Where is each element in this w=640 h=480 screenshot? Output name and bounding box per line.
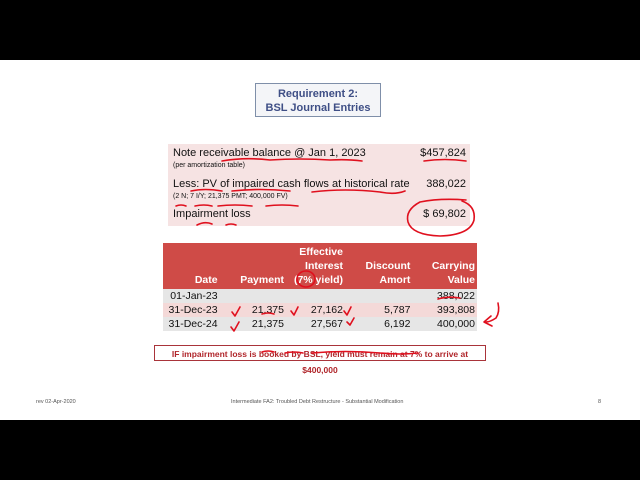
note-balance-label: Note receivable balance @ Jan 1, 2023 (173, 147, 366, 159)
cell-interest: 27,567 (286, 317, 345, 331)
note-balance-subtext: (per amortization table) (173, 162, 245, 169)
requirement-subtitle: BSL Journal Entries (265, 102, 371, 114)
table-row (163, 317, 477, 331)
cell-payment: 21,375 (220, 303, 286, 317)
col-header-carrying-value: Carrying Value (412, 243, 477, 289)
cell-date: 31-Dec-24 (163, 317, 220, 331)
pv-label: Less: PV of impaired cash flows at historical rate (173, 178, 410, 190)
slide (0, 60, 640, 420)
cell-discount-amort (345, 289, 412, 303)
amortization-table (163, 243, 477, 331)
col-header-discount-amort: Discount Amort (345, 243, 412, 289)
cell-date: 31-Dec-23 (163, 303, 220, 317)
cell-payment: 21,375 (220, 317, 286, 331)
note-balance-value: $457,824 (420, 147, 466, 159)
col-header-date: Date (163, 243, 220, 289)
table-header-row (163, 243, 477, 289)
cell-interest (286, 289, 345, 303)
yield-note: IF impairment loss is booked by BSL, yield must remain at 7% to arrive at $400,000 (154, 345, 486, 361)
col-header-interest: Effective Interest (7% yield) (286, 243, 345, 289)
footer-revision: rev 02-Apr-2020 (36, 399, 76, 405)
cell-date: 01-Jan-23 (163, 289, 220, 303)
cell-discount-amort: 6,192 (345, 317, 412, 331)
pv-subtext: (2 N; 7 I/Y; 21,375 PMT; 400,000 FV) (173, 193, 288, 200)
arrow-head (484, 316, 492, 326)
col-header-payment: Payment (220, 243, 286, 289)
footer-course-title: Intermediate FA2: Troubled Debt Restructure - Substantial Modification (231, 399, 404, 405)
footer-page-number: 8 (598, 399, 602, 405)
table-row (163, 289, 477, 303)
cell-payment (220, 289, 286, 303)
requirement-title-box (255, 83, 381, 117)
impairment-calculation (168, 144, 470, 226)
impairment-loss-value: $ 69,802 (423, 208, 466, 220)
cell-discount-amort: 5,787 (345, 303, 412, 317)
requirement-title: Requirement 2: (277, 88, 359, 100)
impairment-loss-label: Impairment loss (173, 208, 251, 220)
cell-carrying-value: 400,000 (412, 317, 477, 331)
cell-carrying-value: 388,022 (412, 289, 477, 303)
cell-interest: 27,162 (286, 303, 345, 317)
table-row (163, 303, 477, 317)
arrow-shaft (486, 303, 499, 322)
cell-carrying-value: 393,808 (412, 303, 477, 317)
pv-value: 388,022 (426, 178, 466, 190)
